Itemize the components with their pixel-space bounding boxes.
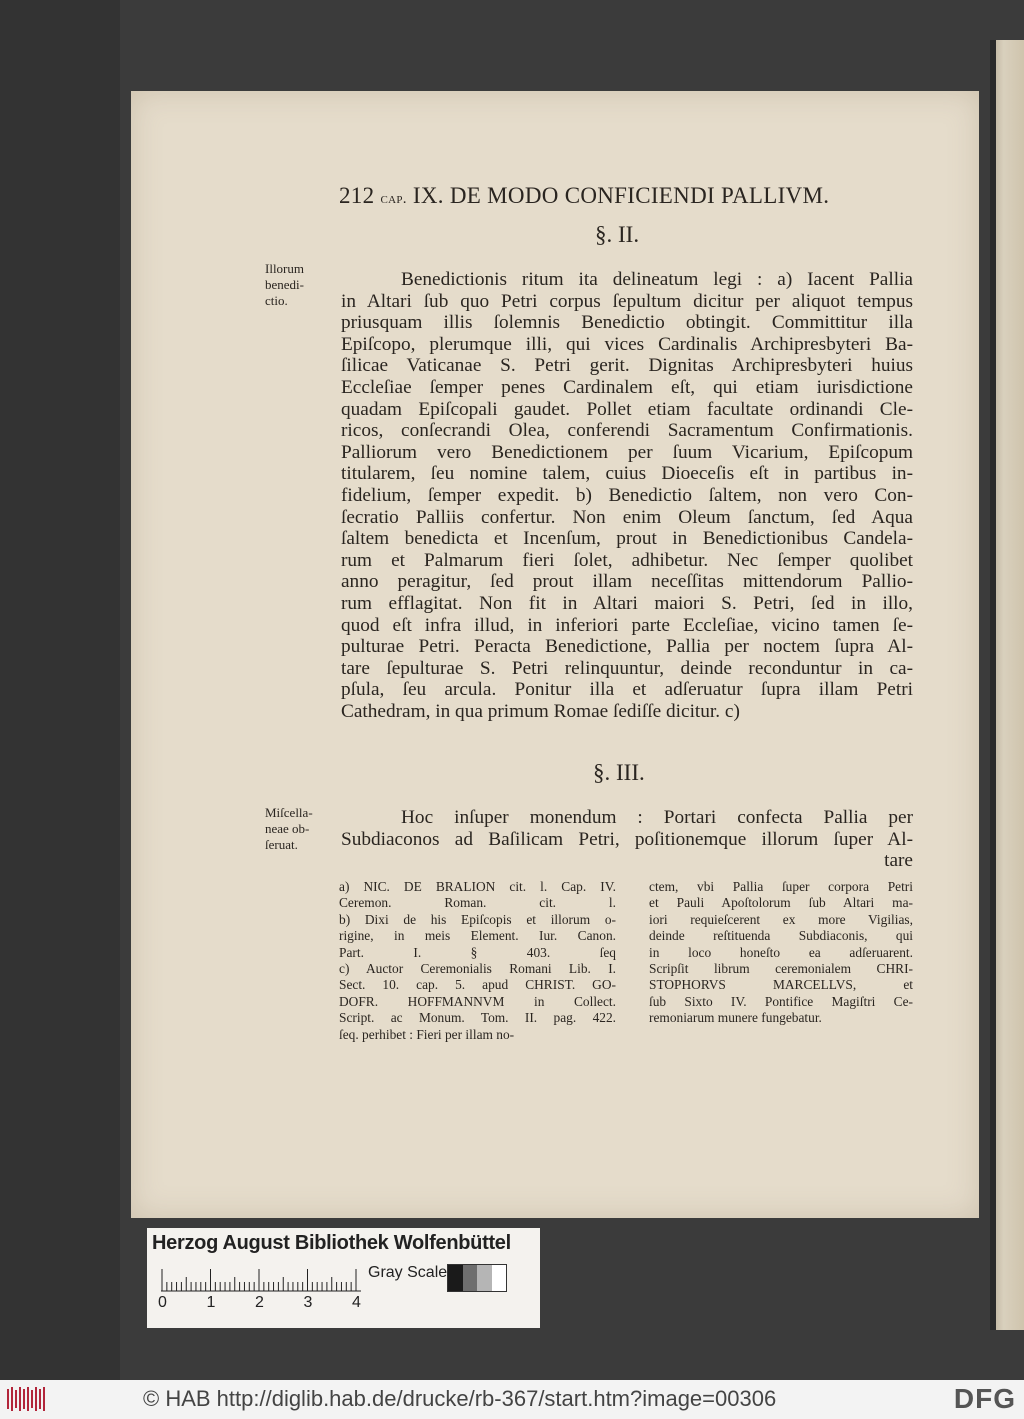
text-line: ctem, vbi Pallia ſuper corpora Petri bbox=[649, 879, 913, 894]
adjacent-page-edge bbox=[990, 40, 1024, 1330]
text-line: ſilicae Vaticanae S. Petri gerit. Dignitas Archipresbyteri huius bbox=[341, 355, 913, 377]
text-line: ſecratio Palliis confertur. Non enim Oleum ſanctum, ſed Aqua bbox=[341, 506, 913, 528]
gray-swatch bbox=[492, 1265, 507, 1291]
ruler-label: 0 bbox=[158, 1294, 167, 1311]
ruler-icon bbox=[161, 1268, 361, 1292]
text-line: anno peragitur, ſed prout illam neceſſitas mittendorum Pallio- bbox=[341, 571, 913, 593]
gray-swatch bbox=[477, 1265, 492, 1291]
text-line: ſeq. perhibet : Fieri per illam no- bbox=[339, 1026, 515, 1042]
text-line: tare bbox=[884, 850, 913, 872]
text-line: rum et Palmarum fieri ſolet, adhibetur. Nec ſemper quolibet bbox=[341, 549, 913, 571]
running-head-cap: cap. bbox=[380, 191, 407, 207]
text-line: Scripſit librum ceremonialem CHRI- bbox=[649, 961, 913, 977]
text-line: tare ſepulturae S. Petri relinquuntur, deinde reconduntur in ca- bbox=[341, 657, 913, 679]
ruler-label: 4 bbox=[352, 1294, 361, 1311]
book-page bbox=[131, 91, 979, 1218]
book-spine bbox=[990, 40, 996, 1330]
section-2-body bbox=[341, 269, 913, 722]
hab-barcode-icon bbox=[6, 1386, 46, 1412]
text-line: Hoc inſuper monendum : Portari confecta Pallia per bbox=[401, 807, 913, 828]
text-line: Ceremon. Roman. cit. l. bbox=[339, 895, 616, 911]
text-line: pulturae Petri. Peracta Benedictione, Pallia per noctem ſupra Al- bbox=[341, 636, 913, 658]
text-line: Cathedram, in qua primum Romae ſediſſe dicitur. c) bbox=[341, 700, 740, 722]
text-line: Palliorum vero Benedictionem per ſuum Vicarium, Epiſcopum bbox=[341, 441, 913, 463]
footnotes-right-column bbox=[649, 879, 913, 1027]
text-line: Benedictionis ritum ita delineatum legi : a) Iacent Pallia bbox=[401, 269, 913, 290]
text-line: Script. ac Monum. Tom. II. pag. 422. bbox=[339, 1010, 616, 1026]
text-line: pſula, ſeu arcula. Ponitur illa et adſeruatur ſupra illam Petri bbox=[341, 679, 913, 701]
footer-bar bbox=[0, 1380, 1024, 1419]
text-line: ſub Sixto IV. Pontifice Magiſtri Ce- bbox=[649, 993, 913, 1009]
text-line: quadam Epiſcopali gaudet. Pollet etiam facultate ordinandi Cle- bbox=[341, 398, 913, 420]
section-2-heading: §. II. bbox=[595, 222, 640, 247]
scanner-background bbox=[0, 0, 120, 1380]
text-line: Eccleſiae ſemper penes Cardinalem eſt, qui etiam iurisdictione bbox=[341, 376, 913, 398]
running-head bbox=[339, 183, 899, 209]
footnotes-left-column bbox=[339, 879, 616, 1043]
text-line: quod eſt infra illud, in inferiori parte Eccleſiae, vicino tamen ſe- bbox=[341, 614, 913, 636]
text-line: rum efflagitat. Non fit in Altari maiori S. Petri, ſed in illo, bbox=[341, 592, 913, 614]
text-line: Epiſcopo, plerumque illi, qui vices Cardinalis Archipresbyteri Ba- bbox=[341, 333, 913, 355]
section-3-body bbox=[341, 807, 913, 872]
text-line: DOFR. HOFFMANNVM in Collect. bbox=[339, 993, 616, 1009]
text-line: in Altari ſub quo Petri corpus ſepultum dicitur per aliquot tempus bbox=[341, 290, 913, 312]
text-line: titularem, ſeu nomine talem, cuius Dioeceſis eſt in partibus in- bbox=[341, 463, 913, 485]
gray-scale-swatches bbox=[447, 1264, 507, 1292]
color-calibration-bar bbox=[147, 1228, 540, 1328]
text-line: STOPHORVS MARCELLVS, et bbox=[649, 977, 913, 993]
text-line: et Pauli Apoſtolorum ſub Altari ma- bbox=[649, 895, 913, 911]
page-number: 212 bbox=[339, 183, 375, 208]
text-line: ricos, conſecrandi Olea, conferendi Sacramentum Confirmationis. bbox=[341, 420, 913, 442]
ruler-label: 2 bbox=[255, 1294, 264, 1311]
text-line: in loco honeſto ea adſeruarent. bbox=[649, 944, 913, 960]
library-name: Herzog August Bibliothek Wolfenbüttel bbox=[152, 1232, 511, 1254]
gray-swatch bbox=[463, 1265, 478, 1291]
text-line: ſaltem benedicta et Incenſum, prout in Benedictionibus Candela- bbox=[341, 528, 913, 550]
ruler-label: 1 bbox=[206, 1294, 216, 1311]
margin-note-section-2: Illorum benedi- ctio. bbox=[265, 261, 304, 308]
running-head-title: IX. DE MODO CONFICIENDI PALLIVM. bbox=[412, 183, 830, 208]
section-3-heading: §. III. bbox=[593, 760, 645, 785]
copyright-url[interactable]: © HAB http://diglib.hab.de/drucke/rb-367/start.htm?image=00306 bbox=[143, 1386, 777, 1411]
text-line: rigine, in meis Element. Iur. Canon. bbox=[339, 928, 616, 944]
text-line: deinde reſtituenda Subdiaconis, qui bbox=[649, 928, 913, 944]
text-line: Subdiaconos ad Baſilicam Petri, poſitionemque illorum ſuper Al- bbox=[341, 828, 913, 850]
ruler-label: 3 bbox=[303, 1294, 313, 1311]
text-line: iori requieſcerent ex more Vigilias, bbox=[649, 911, 913, 927]
text-line: Part. I. § 403. ſeq bbox=[339, 944, 616, 960]
text-line: priusquam illis ſolemnis Benedictio obtingit. Committitur illa bbox=[341, 312, 913, 334]
text-line: a) NIC. DE BRALION cit. l. Cap. IV. bbox=[339, 879, 616, 894]
text-line: b) Dixi de his Epiſcopis et illorum o- bbox=[339, 911, 616, 927]
gray-scale-label: Gray Scale bbox=[368, 1264, 448, 1281]
text-line: fidelium, ſemper expedit. b) Benedictio ſaltem, non vero Con- bbox=[341, 484, 913, 506]
dfg-logo: DFG bbox=[953, 1383, 1016, 1414]
margin-note-section-3: Miſcella- neae ob- ſeruat. bbox=[265, 805, 313, 852]
text-line: Sect. 10. cap. 5. apud CHRIST. GO- bbox=[339, 977, 616, 993]
gray-swatch bbox=[448, 1265, 463, 1291]
text-line: remoniarum munere fungebatur. bbox=[649, 1010, 822, 1026]
text-line: c) Auctor Ceremonialis Romani Lib. I. bbox=[339, 961, 616, 977]
